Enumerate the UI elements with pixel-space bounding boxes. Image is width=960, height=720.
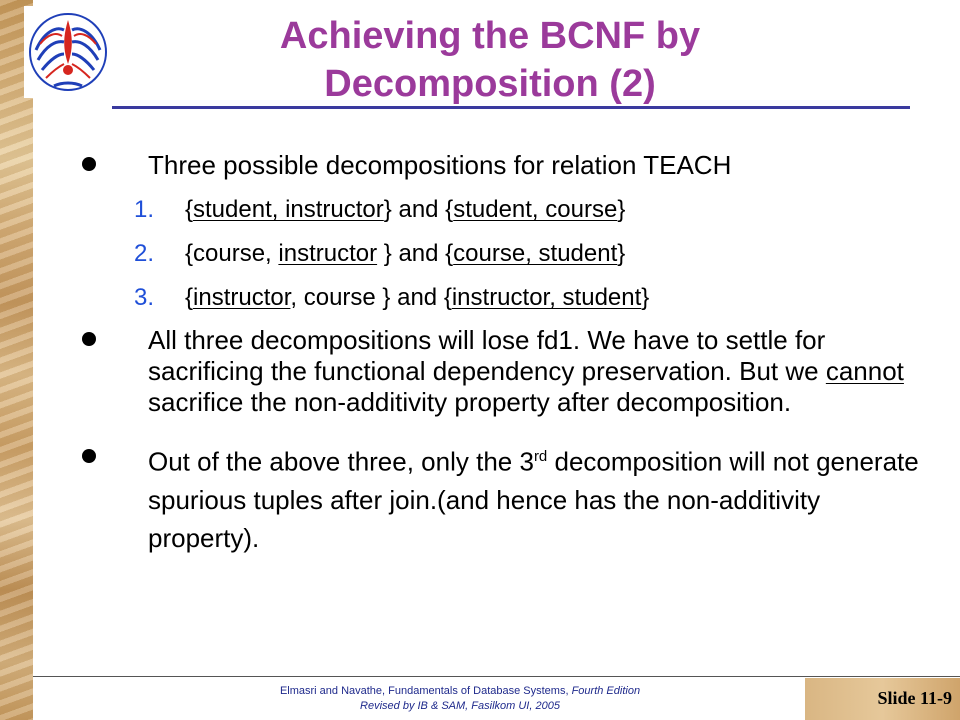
title-line-1: Achieving the BCNF by <box>279 15 701 57</box>
bullet-third-decomposition <box>80 438 920 557</box>
desert-dune-background <box>0 0 33 720</box>
bullet-decompositions <box>80 150 920 181</box>
ordinal-suffix: rd <box>533 448 548 465</box>
item-text-part: { <box>185 196 194 223</box>
item-text-part: } <box>617 196 626 223</box>
bullet-lose-fd1 <box>80 325 920 418</box>
item-text-part: } <box>641 284 650 311</box>
slide-number: Slide 11-9 <box>877 688 952 708</box>
list-number: 3. <box>134 284 155 311</box>
item-underlined-part: instructor <box>193 284 291 311</box>
footer-edition-text: Fourth Edition <box>571 685 641 697</box>
item-text-part: { <box>185 284 194 311</box>
footer-citation <box>200 684 720 714</box>
footer-line-2: Revised by IB & SAM, Fasilkom UI, 2005 <box>360 700 560 712</box>
underlined-word: cannot <box>825 356 904 386</box>
title-divider <box>112 106 910 109</box>
slide-title <box>190 12 790 108</box>
bullet-text: Three possible decompositions for relation TEACH <box>148 150 732 180</box>
university-logo-icon <box>24 6 112 98</box>
item-underlined-part: instructor <box>278 240 378 267</box>
list-number: 1. <box>134 196 155 223</box>
bullet-dot-icon <box>82 157 96 171</box>
title-line-2: Decomposition (2) <box>324 63 656 105</box>
bullet-dot-icon <box>82 449 96 463</box>
item-underlined-part: student, instructor <box>193 196 384 223</box>
item-text-part: , course } and { <box>290 284 452 311</box>
item-text-part: {course, <box>185 240 279 267</box>
bullet-dot-icon <box>82 332 96 346</box>
list-item-decomposition-1 <box>80 195 920 225</box>
bullet-text: sacrifice the non-additivity property after decomposition. <box>148 387 792 417</box>
item-text-part: } <box>617 240 626 267</box>
bullet-text: decomposition will not generate spurious tuples after join.(and hence has the non-additivity property). <box>148 446 919 553</box>
list-number: 2. <box>134 240 155 267</box>
slide-number-tag <box>805 678 960 720</box>
item-underlined-part: instructor, student <box>451 284 642 311</box>
item-text-part: } and { <box>377 240 454 267</box>
list-item-decomposition-3 <box>80 283 920 313</box>
bullet-text: Out of the above three, only the 3 <box>148 446 534 477</box>
item-underlined-part: course, student <box>453 240 618 267</box>
slide-body <box>80 150 920 557</box>
bullet-text: All three decompositions will lose fd1. We have to settle for sacrificing the functional dependency preservation. But we <box>148 325 826 386</box>
item-underlined-part: student, course <box>453 196 618 223</box>
item-text-part: } and { <box>383 196 454 223</box>
footer-book-text: Elmasri and Navathe, Fundamentals of Database Systems, <box>279 685 572 697</box>
footer-line-1 <box>200 684 720 699</box>
footer-divider <box>33 676 960 677</box>
university-logo <box>24 6 112 98</box>
list-item-decomposition-2 <box>80 239 920 269</box>
